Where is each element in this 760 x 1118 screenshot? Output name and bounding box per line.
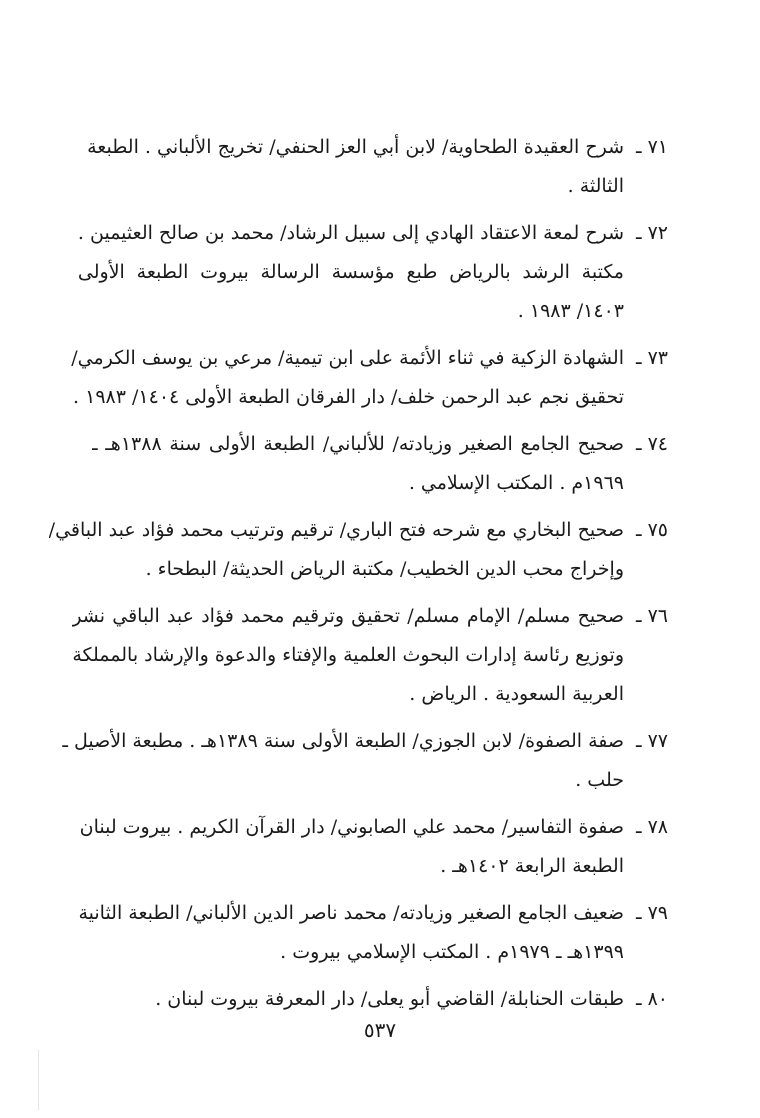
entry-text	[78, 214, 624, 331]
bibliography-entry	[72, 597, 668, 714]
entry-number: ٧٦ ـ	[635, 605, 668, 627]
entry-number: ٧٤ ـ	[635, 433, 668, 455]
entry-text	[72, 597, 624, 714]
entry-text	[87, 128, 624, 206]
entry-text	[80, 808, 624, 886]
entry-line: شرح لمعة الاعتقاد الهادي إلى سبيل الرشاد/ محمد بن صالح العثيمين .	[77, 222, 624, 244]
entry-number: ٧٢ ـ	[635, 222, 668, 244]
entry-line: وإخراج محب الدين الخطيب/ مكتبة الرياض الحديثة/ البطحاء .	[145, 558, 624, 580]
bibliography-list	[48, 128, 668, 1027]
entry-number: ٧٣ ـ	[635, 347, 668, 369]
entry-number: ٧١ ـ	[635, 136, 668, 158]
entry-text	[49, 511, 624, 589]
entry-line: الطبعة الرابعة ١٤٠٢هـ .	[440, 855, 624, 877]
entry-text	[62, 722, 624, 800]
entry-text	[92, 980, 624, 1019]
entry-number: ٧٧ ـ	[635, 730, 668, 752]
entry-number: ٧٨ ـ	[635, 816, 668, 838]
entry-line: وتوزيع رئاسة إدارات البحوث العلمية والإفتاء والدعوة والإرشاد بالمملكة	[72, 644, 624, 666]
entry-line: ١٩٦٩م . المكتب الإسلامي .	[408, 472, 624, 494]
bibliography-entry	[79, 808, 668, 886]
entry-line: ١٣٩٩هـ ـ ١٩٧٩م . المكتب الإسلامي بيروت .	[280, 941, 624, 963]
entry-line: صفة الصفوة/ لابن الجوزي/ الطبعة الأولى سنة ١٣٨٩هـ . مطبعة الأصيل ـ	[62, 730, 624, 752]
entry-line: تحقيق نجم عبد الرحمن خلف/ دار الفرقان الطبعة الأولى ١٤٠٤/ ١٩٨٣ .	[73, 386, 624, 408]
bibliography-entry	[48, 511, 668, 589]
bibliography-entry	[92, 425, 668, 503]
entry-number: ٧٩ ـ	[635, 902, 668, 924]
entry-line: صحيح مسلم/ الإمام مسلم/ تحقيق وترقيم محمد فؤاد عبد الباقي نشر	[72, 605, 624, 627]
entry-line: شرح العقيدة الطحاوية/ لابن أبي العز الحنفي/ تخريج الألباني . الطبعة	[87, 136, 624, 158]
bibliography-entry	[87, 128, 668, 206]
bibliography-entry	[78, 894, 668, 972]
entry-line: صحيح البخاري مع شرحه فتح الباري/ ترقيم وترتيب محمد فؤاد عبد الباقي/	[48, 519, 624, 541]
entry-text	[71, 339, 624, 417]
entry-text	[92, 425, 624, 503]
bibliography-entry	[71, 339, 668, 417]
entry-line: ضعيف الجامع الصغير وزيادته/ محمد ناصر الدين الألباني/ الطبعة الثانية	[78, 902, 624, 924]
entry-line: ١٤٠٣/ ١٩٨٣ .	[517, 300, 624, 322]
entry-number: ٨٠ ـ	[635, 988, 668, 1010]
entry-line: طبقات الحنابلة/ القاضي أبو يعلى/ دار المعرفة بيروت لبنان .	[155, 988, 624, 1010]
entry-line: مكتبة الرشد بالرياض طبع مؤسسة الرسالة بيروت الطبعة الأولى	[77, 261, 624, 283]
entry-text	[78, 894, 624, 972]
entry-line: صفوة التفاسير/ محمد علي الصابوني/ دار القرآن الكريم . بيروت لبنان	[79, 816, 624, 838]
bibliography-entry	[62, 722, 668, 800]
entry-number: ٧٥ ـ	[635, 519, 668, 541]
entry-line: الثالثة .	[567, 175, 624, 197]
entry-line: الشهادة الزكية في ثناء الأئمة على ابن تيمية/ مرعي بن يوسف الكرمي/	[71, 347, 624, 369]
page-number: ٥٣٧	[363, 1018, 397, 1042]
entry-line: العربية السعودية . الرياض .	[409, 683, 624, 705]
scan-edge-mark	[38, 1050, 39, 1110]
entry-line: حلب .	[575, 769, 624, 791]
bibliography-entry	[77, 214, 668, 331]
bibliography-entry	[92, 980, 668, 1019]
entry-line: صحيح الجامع الصغير وزيادته/ للألباني/ الطبعة الأولى سنة ١٣٨٨هـ ـ	[92, 433, 624, 455]
